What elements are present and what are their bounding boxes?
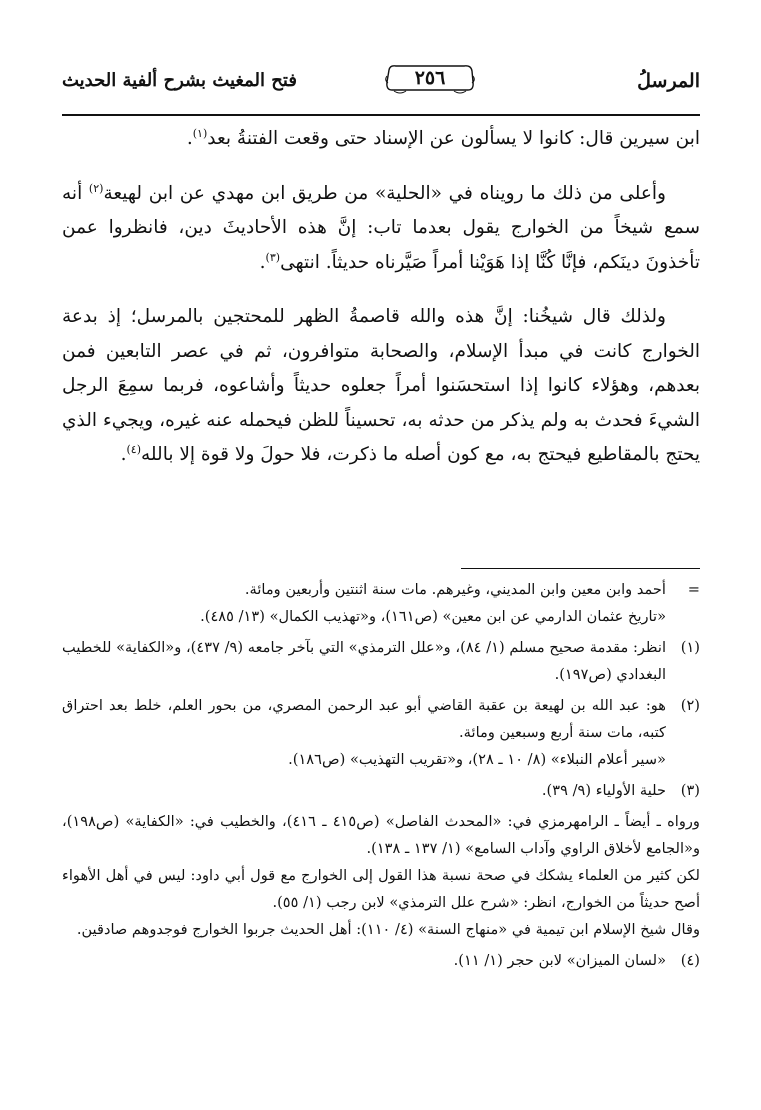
footnote-number: (٢) [680, 697, 700, 714]
footnote-ref-2[interactable]: (٢) [88, 181, 104, 195]
chapter-title: المرسلُ [637, 70, 700, 92]
page-number: ٢٥٦ [414, 67, 446, 89]
book-title: فتح المغيث بشرح ألفية الحديث [62, 70, 297, 91]
footnote-1: (١) انظر: مقدمة صحيح مسلم (١/ ٨٤)، و«علل الترمذي» التي بآخر جامعه (٩/ ٤٣٧)، و«الكفاية» للخطيب البغدادي (ص١٩٧). [62, 634, 700, 688]
footnotes [62, 576, 700, 974]
footnote-continuation: = أحمد وابن معين وابن المديني، وغيرهم. مات سنة اثنتين وأربعين ومائة. «تاريخ عثمان الدارمي عن ابن معين» (ص١٦١)، و«تهذيب الكمال» (١٣/ ٤٨٥). [62, 576, 700, 630]
page-number-frame [384, 62, 476, 96]
main-text [62, 122, 700, 473]
footnote-divider [461, 568, 700, 569]
footnote-number: (١) [680, 639, 700, 656]
paragraph-2: وأعلى من ذلك ما رويناه في «الحلية» من طريق ابن مهدي عن ابن لهيعة$^{(٢)}$ أنه سمع شيخاً من الخوارج يقول بعدما تاب: إنَّ هذه الأحاديثَ دين، فانظروا عمن تأخذونَ دينَكم، فإنَّا كُنَّا إذا هَوَيْنا أمراً صَيَّرناه حديثاً. انتهى$^{(٣)}$. [62, 181, 700, 273]
footnote-3-extra: ورواه ـ أيضاً ـ الرامهرمزي في: «المحدث الفاصل» (ص٤١٥ ـ ٤١٦)، والخطيب في: «الكفاية» (ص١٩٨)، و«الجامع لأخلاق الراوي وآداب السامع» (١/ ١٣٧ ـ ١٣٨). لكن كثير من العلماء يشكك في صحة نسبة هذا القول إلى الخوارج مع قول أبي داود: ليس في أهل الأهواء أصح حديثاً من الخوارج، انظر: «شرح علل الترمذي» لابن رجب (١/ ٥٥). وقال شيخ الإسلام ابن تيمية في «منهاج السنة» (٤/ ١١٠): أهل الحديث جربوا الخوارج فوجدوهم صادقين. [62, 813, 700, 938]
header-divider [62, 114, 700, 116]
paragraph-3: ولذلك قال شيخُنا: إنَّ هذه والله قاصمةُ الظهر للمحتجين بالمرسل؛ إذ بدعة الخوارج كانت في مبدأ الإسلام، والصحابة متوافرون، ثم في عصر التابعين فمن بعدهم، وهؤلاء كانوا إذا استحسَنوا أمراً جعلوه حديثاً وأشاعوه، فربما سمِعَ الرجل الشيءَ فحدث به ولم يذكر من حدثه به، تحسيناً للظن فيحمله عنه غيره، ويجيء الذي يحتج بالمقاطيع فيحتج به، مع كون أصله ما ذكرت، فلا حولَ ولا قوة إلا بالله$^{(٤)}$. [62, 306, 700, 465]
page-header [62, 62, 700, 108]
footnote-ref-4[interactable]: (٤) [126, 442, 142, 456]
footnote-4: (٤) «لسان الميزان» لابن حجر (١/ ١١). [62, 947, 700, 974]
paragraph-1: ابن سيرين قال: كانوا لا يسألون عن الإسناد حتى وقعت الفتنةُ بعد$^{(١)}$. [186, 126, 700, 149]
footnote-ref-1[interactable]: (١) [192, 126, 208, 140]
footnote-number: (٤) [680, 952, 700, 969]
footnote-2: (٢) هو: عبد الله بن لهيعة بن عقبة القاضي أبو عبد الرحمن المصري، من بحور العلم، خلط بعد احتراق كتبه، مات سنة أربع وسبعين ومائة. «سير أعلام النبلاء» (٨/ ١٠ ـ ٢٨)، و«تقريب التهذيب» (ص١٨٦). [62, 692, 700, 773]
continuation-marker: = [687, 581, 700, 598]
footnote-ref-3[interactable]: (٣) [265, 250, 281, 264]
footnote-3: (٣) حلية الأولياء (٩/ ٣٩). [62, 777, 700, 804]
footnote-number: (٣) [680, 782, 700, 799]
